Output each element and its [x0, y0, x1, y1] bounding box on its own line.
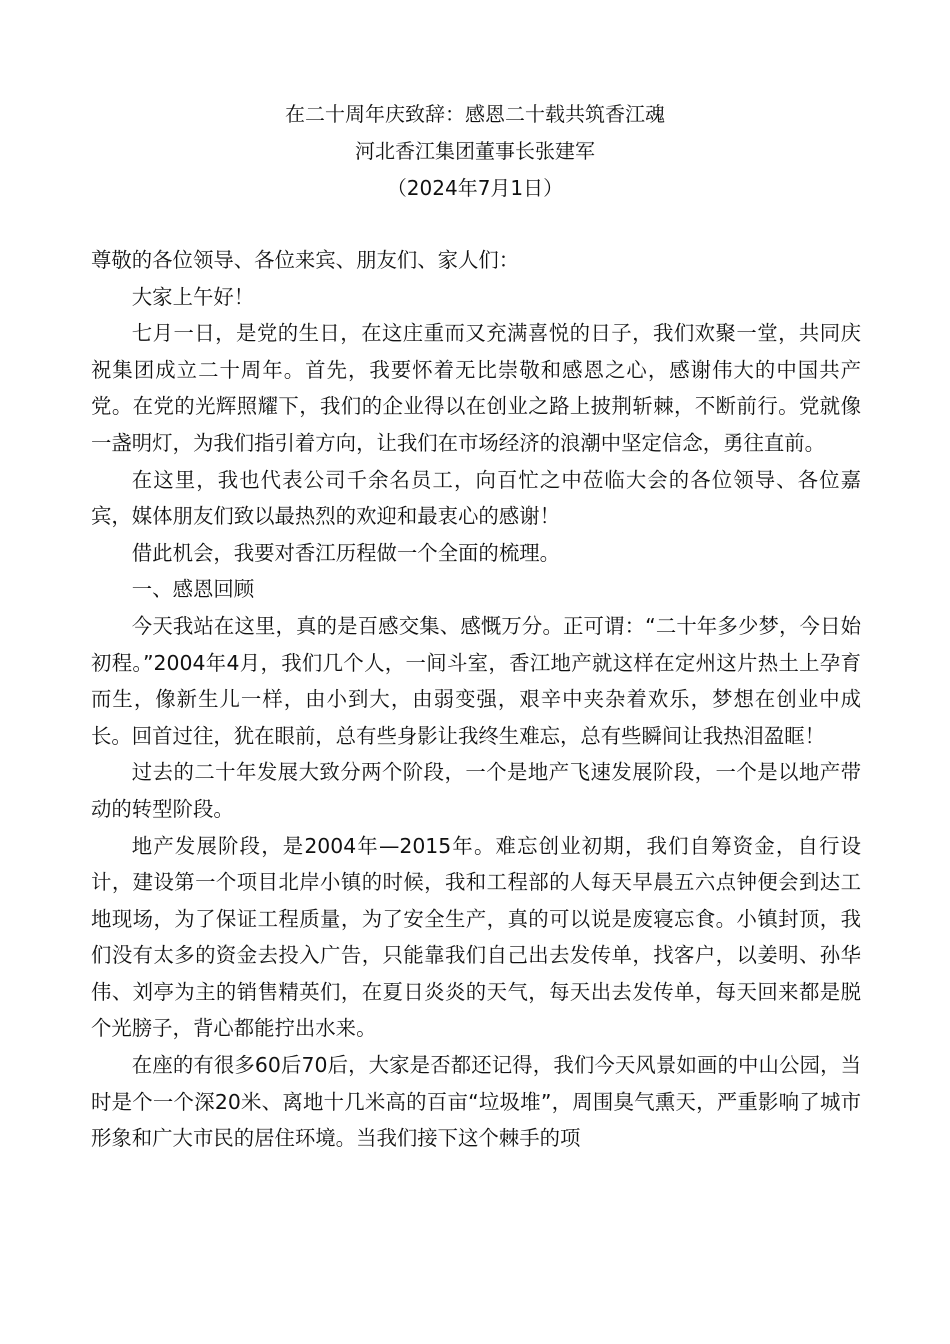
body-paragraph: 七月一日，是党的生日，在这庄重而又充满喜悦的日子，我们欢聚一堂，共同庆祝集团成立二十周年。首先，我要怀着无比崇敬和感恩之心，感谢伟大的中国共产党。在党的光辉照耀下，我们的企业得以在创业之路上披荆斩棘，不断前行。党就像一盏明灯，为我们指引着方向，让我们在市场经济的浪潮中坚定信念，勇往直前。 [91, 321, 861, 455]
body-paragraph: 过去的二十年发展大致分两个阶段，一个是地产飞速发展阶段，一个是以地产带动的转型阶段。 [91, 760, 861, 821]
speaker-line: 河北香江集团董事长张建军 [355, 139, 595, 163]
greeting-paragraph: 大家上午好！ [131, 284, 255, 309]
speech-body [91, 242, 861, 1157]
body-paragraph: 地产发展阶段，是2004年—2015年。难忘创业初期，我们自筹资金，自行设计，建设第一个项目北岸小镇的时候，我和工程部的人每天早晨五六点钟便会到达工地现场，为了保证工程质量，为了安全生产，真的可以说是废寝忘食。小镇封顶，我们没有太多的资金去投入广告，只能靠我们自己出去发传单，找客户，以姜明、孙华伟、刘亭为主的销售精英们，在夏日炎炎的天气，每天出去发传单，每天回来都是脱个光膀子，背心都能拧出水来。 [91, 833, 861, 1041]
speech-date: （2024年7月1日） [386, 176, 564, 200]
section-heading: 一、感恩回顾 [131, 577, 255, 602]
salutation: 尊敬的各位领导、各位来宾、朋友们、家人们： [91, 248, 520, 272]
speech-title: 在二十周年庆致辞：感恩二十载共筑香江魂 [285, 102, 665, 126]
body-paragraph: 在这里，我也代表公司千余名员工，向百忙之中莅临大会的各位领导、各位嘉宾，媒体朋友们致以最热烈的欢迎和最衷心的感谢！ [91, 467, 861, 529]
body-paragraph: 今天我站在这里，真的是百感交集、感慨万分。正可谓：“二十年多少梦，今日始初程。”2004年4月，我们几个人，一间斗室，香江地产就这样在定州这片热土上孕育而生，像新生儿一样，由小到大，由弱变强，艰辛中夹杂着欢乐，梦想在创业中成长。回首过往，犹在眼前，总有些身影让我终生难忘，总有些瞬间让我热泪盈眶！ [91, 613, 861, 748]
body-paragraph: 借此机会，我要对香江历程做一个全面的梳理。 [131, 540, 560, 565]
body-paragraph: 在座的有很多60后70后，大家是否都还记得，我们今天风景如画的中山公园，当时是个一个深20米、离地十几米高的百亩“垃圾堆”，周围臭气熏天，严重影响了城市形象和广大市民的居住环境。当我们接下这个棘手的项 [91, 1053, 861, 1151]
title-block [0, 96, 950, 207]
